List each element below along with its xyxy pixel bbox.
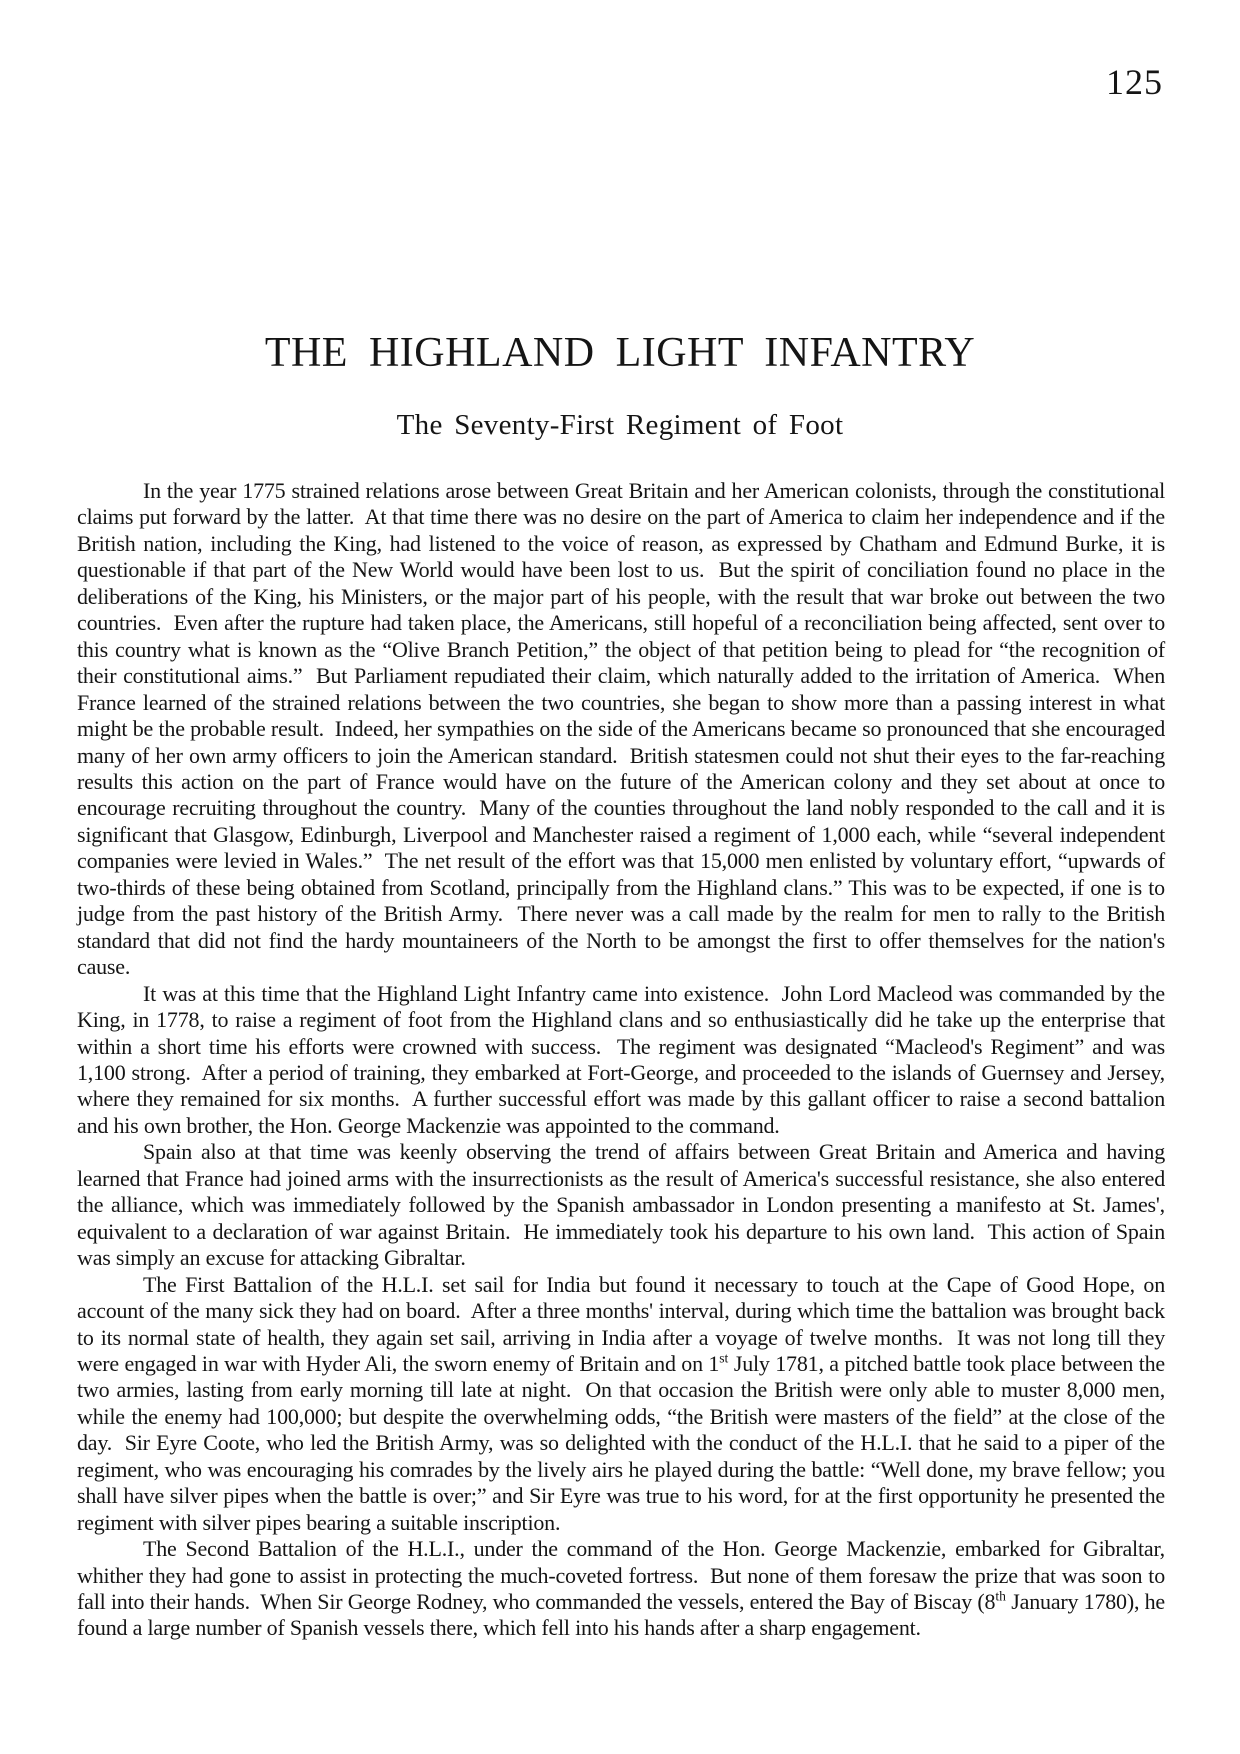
paragraph (77, 478, 1165, 981)
paragraph-text: July 1781, a pitched battle took place between the two armies, lasting from early morning till late at night. On that occasion the British were only able to muster 8,000 men, while the enemy had 100,000; but despite the overwhelming odds, “the British were masters of the field” at the close of the day. Sir Eyre Coote, who led the British Army, was so delighted with the conduct of the H.L.I. that he said to a piper of the regiment, who was encouraging his comrades by the lively airs he played during the battle: “Well done, my brave fellow; you shall have silver pipes when the battle is over;” and Sir Eyre was true to his word, for at the first opportunity he presented the regiment with silver pipes bearing a suitable inscription. (77, 1350, 1165, 1535)
paragraph-text: January 1780), he found a large number of Spanish vessels there, which fell into his hands after a sharp engagement. (77, 1589, 1165, 1641)
paragraph-text: The First Battalion of the H.L.I. set sail for India but found it necessary to touch at the Cape of Good Hope, on account of the many sick they had on board. After a three months' interval, during which time the battalion was brought back to its normal state of health, they again set sail, arriving in India after a voyage of twelve months. It was not long till they were engaged in war with Hyder Ali, the sworn enemy of Britain and on 1 (77, 1271, 1165, 1376)
paragraph-text: Spain also at that time was keenly observing the trend of affairs between Great Britain and America and having learned that France had joined arms with the insurrectionists as the result of America's successful resistance, she also entered the alliance, which was immediately followed by the Spanish ambassador in London presenting a manifesto at St. James', equivalent to a declaration of war against Britain. He immediately took his departure to his own land. This action of Spain was simply an excuse for attacking Gibraltar. (77, 1139, 1165, 1271)
body-text (77, 478, 1165, 1642)
paragraph (77, 981, 1165, 1140)
page-title: THE HIGHLAND LIGHT INFANTRY (264, 330, 976, 376)
paragraph-text: The Second Battalion of the H.L.I., under the command of the Hon. George Mackenzie, embarked for Gibraltar, whither they had gone to assist in protecting the much-coveted fortress. But none of them foresaw the prize that was soon to fall into their hands. When Sir George Rodney, who commanded the vessels, entered the Bay of Biscay (8 (77, 1536, 1165, 1615)
paragraph-text: In the year 1775 strained relations arose between Great Britain and her American colonists, through the constitutional claims put forward by the latter. At that time there was no desire on the part of America to claim her independence and if the British nation, including the King, had listened to the voice of reason, as expressed by Chatham and Edmund Burke, it is questionable if that part of the New World would have been lost to us. But the spirit of conciliation found no place in the deliberations of the King, his Ministers, or the major part of his people, with the result that war broke out between the two countries. Even after the rupture had taken place, the Americans, still hopeful of a reconciliation being affected, sent over to this country what is known as the “Olive Branch Petition,” the object of that petition being to plead for “the recognition of their constitutional aims.” But Parliament repudiated their claim, which naturally added to the irritation of America. When France learned of the strained relations between the two countries, she began to show more than a passing interest in what might be the probable result. Indeed, her sympathies on the side of the Americans became so pronounced that she encouraged many of her own army officers to join the American standard. British statesmen could not shut their eyes to the far-reaching results this action on the part of France would have on the future of the American colony and they set about at once to encourage recruiting throughout the country. Many of the counties throughout the land nobly responded to the call and it is significant that Glasgow, Edinburgh, Liverpool and Manchester raised a regiment of 1,000 each, while “several independent companies were levied in Wales.” The net result of the effort was that 15,000 men enlisted by voluntary effort, “upwards of two-thirds of these being obtained from Scotland, principally from the Highland clans.” This was to be expected, if one is to judge from the past history of the British Army. There never was a call made by the realm for men to rally to the British standard that did not find the hardy mountaineers of the North to be amongst the first to offer themselves for the nation's cause. (77, 478, 1165, 980)
ordinal-superscript: th (995, 1588, 1006, 1604)
page-subtitle: The Seventy-First Regiment of Foot (396, 409, 844, 441)
ordinal-superscript: st (719, 1350, 729, 1366)
paragraph-text: It was at this time that the Highland Light Infantry came into existence. John Lord Macleod was commanded by the King, in 1778, to raise a regiment of foot from the Highland clans and so enthusiastically did he take up the enterprise that within a short time his efforts were crowned with success. The regiment was designated “Macleod's Regiment” and was 1,100 strong. After a period of training, they embarked at Fort-George, and proceeded to the islands of Guernsey and Jersey, where they remained for six months. A further successful effort was made by this gallant officer to raise a second battalion and his own brother, the Hon. George Mackenzie was appointed to the command. (77, 980, 1165, 1138)
paragraph (77, 1139, 1165, 1271)
paragraph (77, 1536, 1165, 1642)
page-number: 125 (1106, 62, 1163, 102)
paragraph (77, 1272, 1165, 1537)
